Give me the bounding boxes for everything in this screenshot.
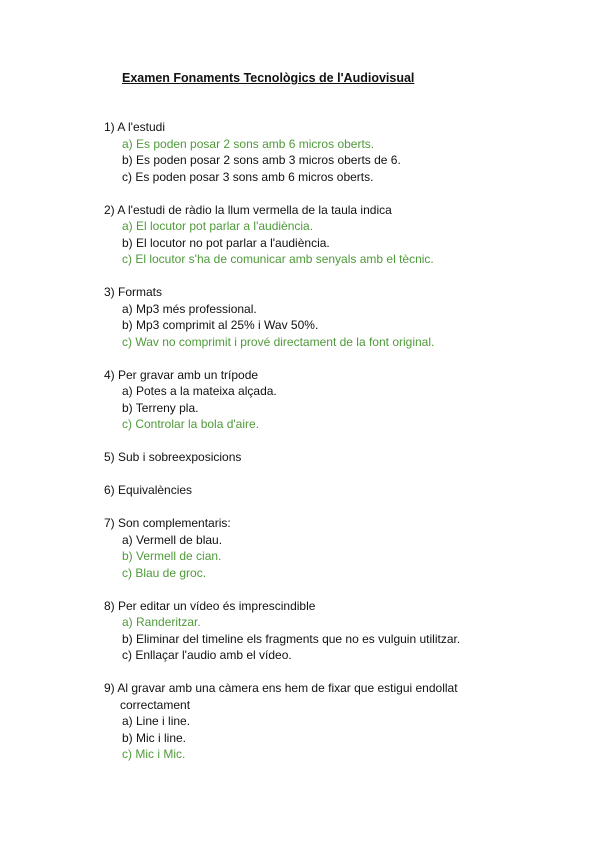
question-text-line: 1) A l'estudi [104, 120, 165, 134]
answer-option: b) El locutor no pot parlar a l'audiència. [122, 235, 330, 250]
answer-option: c) Controlar la bola d'aire. [122, 417, 260, 431]
answer-option: a) El locutor pot parlar a l'audiència. [122, 219, 314, 233]
exam-title: Examen Fonaments Tecnològics de l'Audiovisual [122, 71, 415, 85]
option-list [104, 136, 544, 186]
question-list [104, 119, 544, 779]
answer-option: a) Es poden posar 2 sons amb 6 micros oberts. [122, 136, 375, 151]
option-list [104, 218, 544, 268]
question-text [104, 202, 544, 219]
answer-option: b) Mp3 comprimit al 25% i Wav 50%. [122, 318, 319, 332]
answer-option: c) Blau de groc. [122, 565, 207, 580]
answer-option: b) Terreny pla. [122, 400, 199, 415]
answer-option: c) Es poden posar 3 sons amb 6 micros oberts. [122, 169, 374, 184]
question-text-line: 9) Al gravar amb una càmera ens hem de fixar que estigui endollat [104, 681, 458, 695]
option-list [104, 301, 544, 351]
question-text-line: 8) Per editar un vídeo és imprescindible [104, 598, 316, 613]
question-2 [104, 202, 544, 268]
question-text-line: 7) Son complementaris: [104, 516, 231, 530]
question-text [104, 367, 544, 384]
question-6 [104, 482, 544, 499]
question-text-line: 2) A l'estudi de ràdio la llum vermella de la taula indica [104, 202, 392, 217]
answer-option: a) Potes a la mateixa alçada. [122, 384, 277, 398]
question-9 [104, 680, 544, 763]
answer-option: b) Vermell de cian. [122, 549, 222, 563]
question-5 [104, 449, 544, 466]
answer-option: b) Mic i line. [122, 730, 187, 745]
option-list [104, 614, 544, 664]
question-3 [104, 284, 544, 350]
answer-option: c) El locutor s'ha de comunicar amb senyals amb el tècnic. [122, 252, 434, 266]
question-text-line: 6) Equivalències [104, 483, 193, 497]
answer-option: b) Eliminar del timeline els fragments que no es vulguin utilitzar. [122, 631, 461, 646]
question-text [104, 598, 544, 615]
question-text-line: 5) Sub i sobreexposicions [104, 450, 242, 464]
answer-option: c) Mic i Mic. [122, 747, 186, 761]
question-text [104, 680, 544, 713]
question-8 [104, 598, 544, 664]
question-text [104, 482, 544, 499]
answer-option: b) Es poden posar 2 sons amb 3 micros oberts de 6. [122, 153, 401, 167]
question-1 [104, 119, 544, 185]
question-4 [104, 367, 544, 433]
answer-option: a) Line i line. [122, 714, 191, 728]
question-7 [104, 515, 544, 581]
option-list [104, 383, 544, 433]
question-text-line: 3) Formats [104, 285, 163, 299]
answer-option: a) Randeritzar. [122, 615, 201, 629]
answer-option: a) Vermell de blau. [122, 532, 223, 547]
question-text [104, 515, 544, 532]
question-text [104, 449, 544, 466]
option-list [104, 713, 544, 763]
answer-option: c) Enllaçar l'audio amb el vídeo. [122, 648, 292, 662]
title-wrap [122, 69, 414, 87]
question-text [104, 284, 544, 301]
option-list [104, 532, 544, 582]
question-text [104, 119, 544, 136]
answer-option: c) Wav no comprimit i prové directament de la font original. [122, 334, 435, 349]
answer-option: a) Mp3 més professional. [122, 301, 257, 316]
question-text-continuation: correctament [120, 697, 191, 712]
question-text-line: 4) Per gravar amb un trípode [104, 367, 259, 382]
